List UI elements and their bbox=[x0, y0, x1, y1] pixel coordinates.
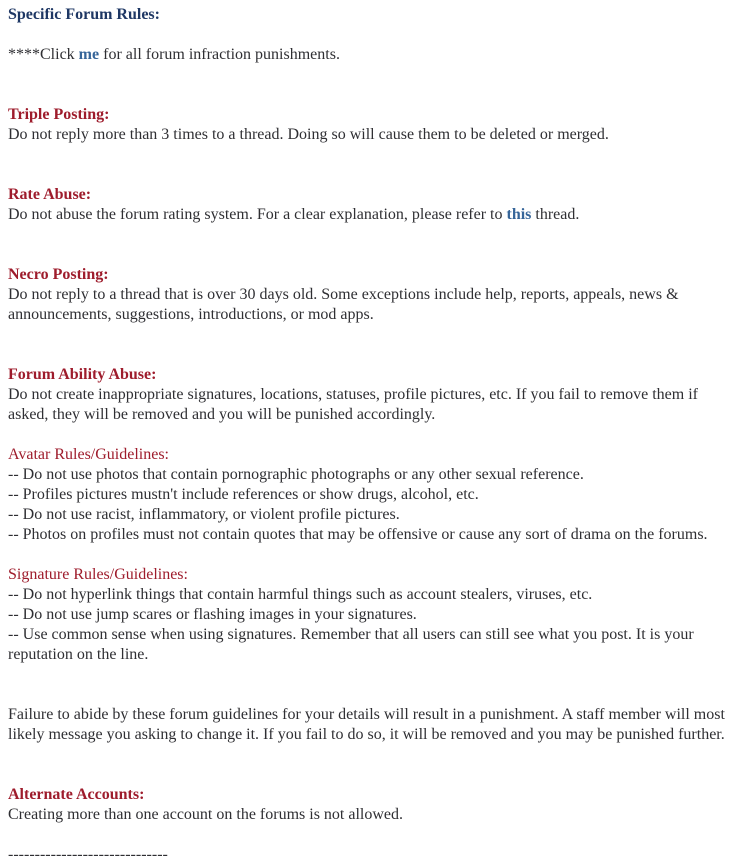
section-title-alternate-accounts: Alternate Accounts: bbox=[8, 786, 145, 803]
signature-rule-item: -- Use common sense when using signatures. Remember that all users can still see what you post. It is your reputation on the line. bbox=[8, 626, 694, 663]
section-title-signature-rules: Signature Rules/Guidelines: bbox=[8, 566, 188, 583]
section-body-forum-ability-abuse: Do not create inappropriate signatures, locations, statuses, profile pictures, etc. If you fail to remove them if asked, they will be removed and you will be punished accordingly. bbox=[8, 386, 698, 423]
section-title-rate-abuse: Rate Abuse: bbox=[8, 186, 92, 203]
signature-rule-item: -- Do not use jump scares or flashing images in your signatures. bbox=[8, 606, 417, 623]
divider-dashes: ------------------------------ bbox=[8, 846, 168, 863]
avatar-rule-item: -- Photos on profiles must not contain quotes that may be offensive or cause any sort of drama on the forums. bbox=[8, 526, 708, 543]
section-title-necro-posting: Necro Posting: bbox=[8, 266, 109, 283]
section-body-alternate-accounts: Creating more than one account on the forums is not allowed. bbox=[8, 806, 404, 823]
section-body-rate-abuse bbox=[8, 205, 731, 225]
section-body-triple-posting: Do not reply more than 3 times to a thread. Doing so will cause them to be deleted or merged. bbox=[8, 126, 609, 143]
infraction-punishments-link[interactable]: me bbox=[78, 46, 100, 63]
infraction-line-suffix: for all forum infraction punishments. bbox=[99, 46, 340, 63]
section-title-avatar-rules: Avatar Rules/Guidelines: bbox=[8, 446, 169, 463]
avatar-rule-item: -- Profiles pictures mustn't include references or show drugs, alcohol, etc. bbox=[8, 486, 479, 503]
failure-note: Failure to abide by these forum guidelines for your details will result in a punishment. A staff member will most likely message you asking to change it. If you fail to do so, it will be removed and you may be punished further. bbox=[8, 706, 725, 743]
section-body-necro-posting: Do not reply to a thread that is over 30 days old. Some exceptions include help, reports, appeals, news & announcements, suggestions, introductions, or mod apps. bbox=[8, 286, 679, 323]
avatar-rule-item: -- Do not use photos that contain pornographic photographs or any other sexual reference. bbox=[8, 466, 584, 483]
rate-abuse-thread-link[interactable]: this bbox=[506, 206, 532, 223]
infraction-punishments-line bbox=[8, 45, 731, 65]
rate-abuse-body-prefix: Do not abuse the forum rating system. For a clear explanation, please refer to bbox=[8, 206, 507, 223]
signature-rule-item: -- Do not hyperlink things that contain harmful things such as account stealers, viruses, etc. bbox=[8, 586, 593, 603]
avatar-rule-item: -- Do not use racist, inflammatory, or violent profile pictures. bbox=[8, 506, 400, 523]
section-title-triple-posting: Triple Posting: bbox=[8, 106, 110, 123]
page-title: Specific Forum Rules: bbox=[8, 6, 160, 23]
rate-abuse-body-suffix: thread. bbox=[531, 206, 580, 223]
section-title-forum-ability-abuse: Forum Ability Abuse: bbox=[8, 366, 157, 383]
infraction-line-prefix: ****Click bbox=[8, 46, 79, 63]
